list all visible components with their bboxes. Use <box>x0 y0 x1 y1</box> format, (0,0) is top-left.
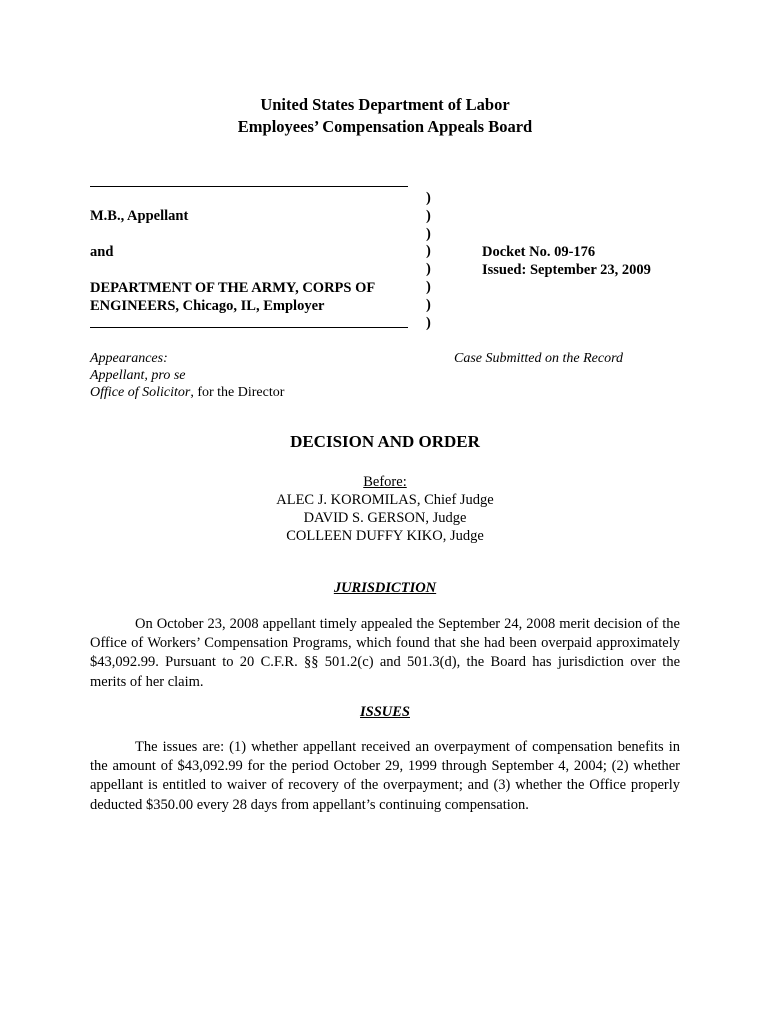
paren: ) <box>426 278 431 295</box>
appearances-heading: Appearances: <box>90 351 168 366</box>
paren: ) <box>426 225 431 242</box>
issues-heading: ISSUES <box>360 704 410 720</box>
caption-parentheses <box>426 190 440 332</box>
solicitor-office: Office of Solicitor <box>90 385 191 400</box>
appellant-name: M.B., Appellant <box>90 208 189 224</box>
agency-title: United States Department of Labor <box>260 95 510 114</box>
employer-line-1: DEPARTMENT OF THE ARMY, CORPS OF <box>90 280 376 296</box>
judge-1: ALEC J. KOROMILAS, Chief Judge <box>276 492 494 508</box>
paren: ) <box>426 190 431 206</box>
solicitor-role: , for the Director <box>190 385 285 400</box>
paren: ) <box>426 243 431 260</box>
solicitor-appearance <box>90 384 284 401</box>
paren: ) <box>426 296 431 313</box>
jurisdiction-paragraph: On October 23, 2008 appellant timely appealed the September 24, 2008 merit decision of the Office of Workers’ Compensation Programs, which found that she had been overpaid approximately $43,092.99. Pursuant to 20 C.F.R. §§ 501.2(c) and 501.3(d), the Board has jurisdiction over the merits of her claim. <box>90 616 680 690</box>
jurisdiction-heading: JURISDICTION <box>333 580 437 596</box>
appellant-appearance: Appellant, pro se <box>90 368 186 383</box>
issued-date: Issued: September 23, 2009 <box>482 262 651 278</box>
case-submitted: Case Submitted on the Record <box>454 351 624 366</box>
paren: ) <box>426 261 431 278</box>
paren: ) <box>426 207 431 224</box>
caption-and: and <box>90 244 114 260</box>
issues-paragraph: The issues are: (1) whether appellant received an overpayment of compensation benefits in the amount of $43,092.99 for the period October 29, 1999 through September 4, 2004; (2) whether appellant is entitled to waiver of recovery of the overpayment; and (3) whether the Office properly deducted $350.00 every 28 days from appellant’s continuing compensation. <box>90 739 680 813</box>
board-title: Employees’ Compensation Appeals Board <box>237 117 533 136</box>
paren: ) <box>426 314 431 331</box>
judge-2: DAVID S. GERSON, Judge <box>303 510 467 526</box>
before-label: Before: <box>363 474 407 490</box>
decision-title: DECISION AND ORDER <box>290 432 480 451</box>
docket-number: Docket No. 09-176 <box>482 244 596 260</box>
caption-bottom-rule <box>90 327 408 328</box>
judge-3: COLLEEN DUFFY KIKO, Judge <box>286 528 484 544</box>
caption-top-rule <box>90 186 408 187</box>
employer-line-2: ENGINEERS, Chicago, IL, Employer <box>90 298 325 314</box>
